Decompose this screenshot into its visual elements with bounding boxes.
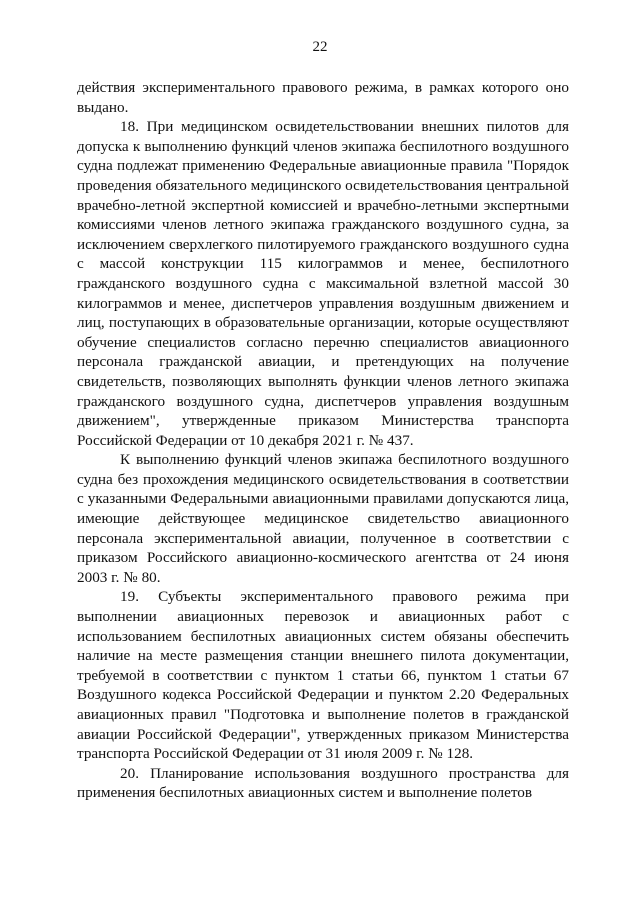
page-number: 22 bbox=[312, 39, 328, 55]
document-body bbox=[77, 78, 569, 803]
paragraph-18-medical-exemption: К выполнению функций членов экипажа беспилотного воздушного судна без прохождения медицинского освидетельствования в соответствии с указанными Федеральными авиационными правилами допускаются лица, имеющие действующее медицинское свидетельство авиационного персонала экспериментальной авиации, полученное в соответствии с приказом Российского авиационно-космического агентства от 24 июня 2003 г. № 80. bbox=[77, 451, 569, 586]
paragraph-18: 18. При медицинском освидетельствовании внешних пилотов для допуска к выполнению функций членов экипажа беспилотного воздушного судна подлежат применению Федеральные авиационные правила "Порядок проведения обязательного медицинского освидетельствования центральной врачебно-летной экспертной комиссией и врачебно-летными экспертными комиссиями членов летного экипажа гражданского воздушного судна, за исключением сверхлегкого пилотируемого гражданского воздушного судна с массой конструкции 115 килограммов и менее, беспилотного гражданского воздушного судна с максимальной взлетной массой 30 килограммов и менее, диспетчеров управления воздушным движением и лиц, поступающих в образовательные организации, которые осуществляют обучение специалистов согласно перечню специалистов авиационного персонала гражданской авиации, и претендующих на получение свидетельств, позволяющих выполнять функции членов летного экипажа гражданского воздушного судна, диспетчеров управления воздушным движением", утвержденные приказом Министерства транспорта Российской Федерации от 10 декабря 2021 г. № 437. bbox=[77, 118, 569, 449]
paragraph-20: 20. Планирование использования воздушного пространства для применения беспилотных авиационных систем и выполнение полетов bbox=[77, 764, 569, 802]
paragraph-19: 19. Субъекты экспериментального правового режима при выполнении авиационных перевозок и авиационных работ с использованием беспилотных авиационных систем обязаны обеспечить наличие на месте размещения станции внешнего пилота документации, требуемой в соответствии с пунктом 1 статьи 66, пунктом 1 статьи 67 Воздушного кодекса Российской Федерации и пунктом 2.20 Федеральных авиационных правил "Подготовка и выполнение полетов в гражданской авиации Российской Федерации", утвержденных приказом Министерства транспорта Российской Федерации от 31 июля 2009 г. № 128. bbox=[77, 588, 569, 763]
paragraph-continuation: действия экспериментального правового режима, в рамках которого оно выдано. bbox=[77, 79, 569, 116]
